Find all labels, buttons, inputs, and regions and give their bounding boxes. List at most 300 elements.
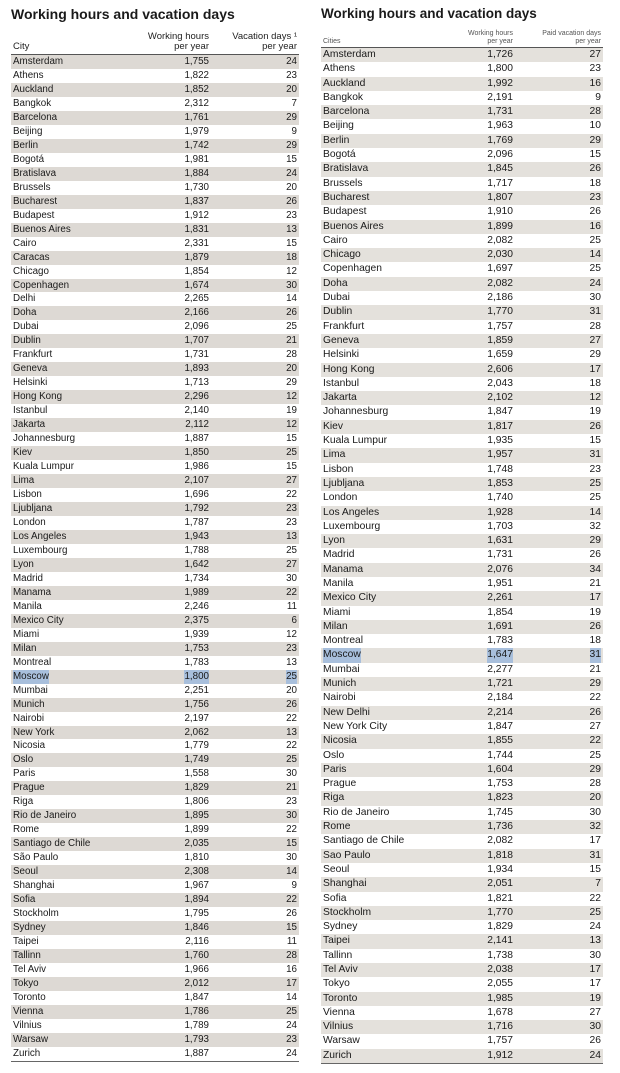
hours-cell: 1,792 bbox=[184, 503, 209, 514]
hours-cell: 1,721 bbox=[487, 678, 513, 690]
vacation-cell: 25 bbox=[286, 321, 297, 333]
hours-cell: 1,899 bbox=[184, 824, 209, 836]
city-cell: Shanghai bbox=[323, 878, 367, 890]
table-row bbox=[11, 390, 299, 404]
city-cell: Istanbul bbox=[13, 405, 48, 417]
table-row bbox=[321, 949, 603, 963]
city-cell: Kuala Lumpur bbox=[323, 435, 388, 447]
vacation-cell: 15 bbox=[286, 237, 297, 249]
city-cell: Mumbai bbox=[323, 663, 360, 675]
hours-cell: 2,312 bbox=[184, 97, 209, 109]
table-row bbox=[321, 220, 603, 234]
vacation-cell: 15 bbox=[286, 433, 297, 445]
city-cell: Tel Aviv bbox=[13, 963, 47, 975]
hours-cell: 1,992 bbox=[487, 77, 513, 89]
city-cell: Nairobi bbox=[13, 712, 45, 724]
hours-cell: 1,934 bbox=[487, 863, 513, 875]
vacation-cell: 30 bbox=[286, 810, 297, 822]
hours-cell: 2,055 bbox=[487, 978, 513, 990]
table-row bbox=[321, 448, 603, 462]
city-cell: Buenos Aires bbox=[323, 220, 384, 232]
table-row bbox=[321, 734, 603, 748]
vacation-cell: 21 bbox=[286, 782, 297, 794]
city-cell: New Delhi bbox=[323, 706, 370, 718]
table-row bbox=[11, 209, 299, 223]
hours-cell: 2,096 bbox=[184, 321, 209, 333]
hours-cell: 2,140 bbox=[184, 405, 209, 417]
hours-cell: 2,246 bbox=[184, 600, 209, 612]
vacation-cell: 29 bbox=[589, 763, 601, 775]
city-cell: Kuala Lumpur bbox=[13, 461, 74, 473]
hours-cell: 1,753 bbox=[184, 642, 209, 654]
city-cell: New York City bbox=[323, 720, 388, 732]
hours-cell: 1,837 bbox=[184, 195, 209, 207]
table-row bbox=[321, 892, 603, 906]
table-row bbox=[11, 921, 299, 935]
city-cell: Los Angeles bbox=[13, 530, 67, 542]
hours-cell: 1,731 bbox=[487, 549, 513, 561]
hours-cell: 1,963 bbox=[487, 120, 513, 132]
vacation-cell: 18 bbox=[286, 251, 297, 263]
hours-cell: 1,779 bbox=[184, 740, 209, 752]
vacation-cell: 26 bbox=[286, 307, 297, 319]
city-cell: Manama bbox=[323, 563, 364, 575]
hours-cell: 1,854 bbox=[184, 265, 209, 277]
city-cell: Manila bbox=[323, 577, 354, 589]
vacation-cell: 15 bbox=[286, 153, 297, 165]
city-column-header: City bbox=[13, 41, 30, 52]
city-cell: Vienna bbox=[13, 1005, 44, 1017]
hours-cell: 1,707 bbox=[184, 335, 209, 347]
table-row bbox=[11, 111, 299, 125]
vacation-cell: 31 bbox=[589, 306, 601, 318]
vacation-cell: 18 bbox=[589, 177, 601, 189]
vacation-cell: 16 bbox=[286, 963, 297, 975]
city-cell: Bangkok bbox=[323, 91, 364, 103]
vacation-cell: 20 bbox=[286, 684, 297, 696]
city-cell: Brussels bbox=[13, 181, 51, 193]
hours-cell: 1,847 bbox=[487, 406, 513, 418]
table-row bbox=[11, 139, 299, 153]
table-row bbox=[321, 291, 603, 305]
vacation-cell: 17 bbox=[286, 977, 297, 989]
hours-cell: 1,912 bbox=[487, 1049, 513, 1061]
hours-cell: 1,558 bbox=[184, 768, 209, 780]
hours-cell: 1,894 bbox=[184, 894, 209, 906]
hours-cell: 1,967 bbox=[184, 880, 209, 892]
vacation-cell: 12 bbox=[286, 265, 297, 277]
hours-cell: 1,829 bbox=[487, 921, 513, 933]
vacation-cell: 20 bbox=[286, 83, 297, 95]
vacation-cell: 21 bbox=[286, 335, 297, 347]
hours-cell: 1,786 bbox=[184, 1005, 209, 1017]
hours-cell: 1,822 bbox=[184, 69, 209, 81]
table-row bbox=[11, 418, 299, 432]
hours-cell: 1,823 bbox=[487, 792, 513, 804]
table-row bbox=[321, 791, 603, 805]
city-cell: Santiago de Chile bbox=[323, 835, 405, 847]
hours-cell: 1,943 bbox=[184, 530, 209, 542]
city-cell: Auckland bbox=[323, 77, 366, 89]
city-cell: Miami bbox=[323, 606, 351, 618]
vacation-cell: 25 bbox=[589, 492, 601, 504]
vacation-cell: 26 bbox=[589, 620, 601, 632]
vacation-cell: 25 bbox=[286, 754, 297, 766]
hours-cell: 2,076 bbox=[487, 563, 513, 575]
vacation-cell: 32 bbox=[589, 821, 601, 833]
vacation-column-header: Paid vacation days per year bbox=[542, 30, 601, 45]
table-row bbox=[11, 153, 299, 167]
hours-cell: 1,730 bbox=[184, 181, 209, 193]
vacation-cell: 25 bbox=[589, 263, 601, 275]
table-row bbox=[11, 865, 299, 879]
table-row bbox=[11, 1047, 299, 1062]
vacation-cell: 13 bbox=[589, 935, 601, 947]
vacation-cell: 26 bbox=[286, 908, 297, 920]
hours-cell: 2,141 bbox=[487, 935, 513, 947]
table-row bbox=[11, 753, 299, 767]
city-cell: Riga bbox=[13, 796, 34, 808]
hours-cell: 1,703 bbox=[487, 520, 513, 532]
hours-cell: 1,760 bbox=[184, 950, 209, 961]
city-cell: Nicosia bbox=[13, 740, 46, 752]
table-row bbox=[11, 306, 299, 320]
table-row bbox=[11, 572, 299, 586]
table-row bbox=[11, 851, 299, 865]
vacation-cell: 24 bbox=[286, 1047, 297, 1059]
table-row bbox=[321, 577, 603, 591]
vacation-cell: 13 bbox=[286, 656, 297, 668]
city-cell: Oslo bbox=[13, 754, 34, 766]
vacation-cell: 19 bbox=[589, 606, 601, 618]
table-row bbox=[321, 763, 603, 777]
hours-cell: 1,817 bbox=[487, 420, 513, 432]
vacation-cell: 28 bbox=[589, 106, 601, 118]
city-cell: Manama bbox=[13, 586, 52, 598]
hours-cell: 1,696 bbox=[184, 489, 209, 501]
city-cell: Sao Paulo bbox=[323, 849, 371, 861]
city-cell: Bucharest bbox=[13, 195, 58, 207]
table-row bbox=[11, 837, 299, 851]
city-cell: Bogotá bbox=[13, 153, 45, 165]
city-cell: São Paulo bbox=[13, 852, 59, 864]
table-row bbox=[11, 586, 299, 600]
city-cell: Frankfurt bbox=[323, 320, 365, 332]
table-row bbox=[321, 977, 603, 991]
vacation-cell: 25 bbox=[589, 234, 601, 246]
table-row bbox=[11, 1033, 299, 1047]
city-cell: Copenhagen bbox=[13, 279, 70, 291]
hours-cell: 1,855 bbox=[487, 735, 513, 747]
vacation-cell: 18 bbox=[589, 377, 601, 389]
table-row bbox=[11, 1005, 299, 1019]
hours-column-header: Working hours per year bbox=[467, 30, 513, 45]
table-row bbox=[11, 446, 299, 460]
hours-cell: 1,717 bbox=[487, 177, 513, 189]
table-row bbox=[321, 906, 603, 920]
hours-cell: 1,678 bbox=[487, 1006, 513, 1018]
vacation-cell: 22 bbox=[286, 824, 297, 836]
vacation-cell: 23 bbox=[286, 642, 297, 654]
city-cell: Bangkok bbox=[13, 97, 52, 109]
vacation-cell: 27 bbox=[286, 475, 297, 487]
table-row bbox=[11, 977, 299, 991]
table-row bbox=[321, 720, 603, 734]
city-cell: Seoul bbox=[13, 866, 39, 878]
table-row bbox=[321, 320, 603, 334]
city-cell: Frankfurt bbox=[13, 349, 53, 361]
hours-cell: 1,800 bbox=[487, 63, 513, 75]
table-row bbox=[11, 809, 299, 823]
hours-cell: 1,713 bbox=[184, 377, 209, 389]
table-row bbox=[321, 520, 603, 534]
city-cell: Barcelona bbox=[13, 111, 58, 123]
city-cell: Doha bbox=[323, 277, 348, 289]
hours-cell: 1,757 bbox=[487, 1035, 513, 1047]
city-cell: Mumbai bbox=[13, 684, 48, 696]
hours-cell: 1,787 bbox=[184, 516, 209, 528]
vacation-cell: 25 bbox=[286, 670, 297, 682]
city-cell: Kiev bbox=[323, 420, 344, 432]
vacation-cell: 14 bbox=[286, 866, 297, 878]
hours-cell: 1,899 bbox=[487, 220, 513, 232]
vacation-cell: 25 bbox=[589, 477, 601, 489]
vacation-cell: 13 bbox=[286, 726, 297, 738]
hours-cell: 1,810 bbox=[184, 852, 209, 864]
vacation-cell: 30 bbox=[286, 572, 297, 584]
vacation-cell: 24 bbox=[286, 1019, 297, 1031]
vacation-cell: 17 bbox=[589, 363, 601, 375]
vacation-cell: 28 bbox=[286, 349, 297, 361]
table-2012 bbox=[11, 6, 299, 1062]
vacation-cell: 12 bbox=[286, 391, 297, 403]
hours-cell: 1,852 bbox=[184, 83, 209, 95]
vacation-cell: 17 bbox=[589, 964, 601, 975]
vacation-cell: 21 bbox=[589, 577, 601, 589]
table-row bbox=[11, 502, 299, 516]
city-cell: Nairobi bbox=[323, 692, 356, 704]
hours-cell: 1,800 bbox=[184, 670, 209, 682]
city-cell: Warsaw bbox=[13, 1033, 49, 1045]
city-cell: Lima bbox=[13, 475, 35, 487]
hours-cell: 1,793 bbox=[184, 1033, 209, 1045]
hours-cell: 2,082 bbox=[487, 277, 513, 289]
city-cell: Lyon bbox=[323, 535, 345, 547]
city-cell: Sofia bbox=[323, 892, 347, 904]
vacation-cell: 12 bbox=[286, 628, 297, 640]
hours-cell: 1,788 bbox=[184, 544, 209, 556]
table-row bbox=[321, 1020, 603, 1034]
hours-cell: 1,986 bbox=[184, 461, 209, 473]
vacation-cell: 13 bbox=[286, 223, 297, 235]
city-cell: London bbox=[323, 492, 358, 504]
vacation-cell: 32 bbox=[589, 520, 601, 532]
city-cell: Amsterdam bbox=[323, 49, 376, 60]
vacation-cell: 26 bbox=[589, 549, 601, 561]
vacation-cell: 15 bbox=[589, 863, 601, 875]
table-row bbox=[11, 97, 299, 111]
table-row bbox=[11, 656, 299, 670]
hours-cell: 1,738 bbox=[487, 949, 513, 961]
table-row bbox=[321, 77, 603, 91]
table-row bbox=[321, 591, 603, 605]
table-row bbox=[321, 363, 603, 377]
vacation-cell: 24 bbox=[589, 1049, 601, 1061]
city-cell: Luxembourg bbox=[323, 520, 381, 532]
table-row bbox=[11, 348, 299, 362]
table-row bbox=[321, 491, 603, 505]
table-row bbox=[321, 420, 603, 434]
city-cell: Tokyo bbox=[323, 978, 350, 990]
table-row bbox=[321, 348, 603, 362]
hours-cell: 1,659 bbox=[487, 349, 513, 361]
table-row bbox=[11, 181, 299, 195]
city-cell: Moscow bbox=[13, 670, 49, 682]
table-row bbox=[11, 712, 299, 726]
table-row bbox=[11, 265, 299, 279]
table-row bbox=[11, 362, 299, 376]
hours-cell: 1,887 bbox=[184, 1047, 209, 1059]
table-row bbox=[321, 377, 603, 391]
city-cell: Johannesburg bbox=[323, 406, 389, 418]
table-row bbox=[321, 849, 603, 863]
hours-cell: 1,789 bbox=[184, 1019, 209, 1031]
table-row bbox=[11, 69, 299, 83]
hours-cell: 1,770 bbox=[487, 306, 513, 318]
table-row bbox=[11, 879, 299, 893]
vacation-cell: 16 bbox=[589, 77, 601, 89]
hours-cell: 2,197 bbox=[184, 712, 209, 724]
vacation-cell: 9 bbox=[291, 125, 297, 137]
hours-cell: 1,845 bbox=[487, 163, 513, 175]
table-row bbox=[321, 634, 603, 648]
city-cell: Cairo bbox=[13, 237, 37, 249]
hours-cell: 1,770 bbox=[487, 906, 513, 918]
city-cell: Cairo bbox=[323, 234, 348, 246]
vacation-cell: 19 bbox=[589, 992, 601, 1004]
table-row bbox=[321, 749, 603, 763]
vacation-cell: 23 bbox=[589, 463, 601, 475]
table-row bbox=[11, 628, 299, 642]
hours-cell: 1,731 bbox=[487, 106, 513, 118]
city-cell: Lima bbox=[323, 449, 346, 461]
vacation-cell: 22 bbox=[286, 740, 297, 752]
hours-cell: 2,107 bbox=[184, 475, 209, 487]
city-cell: Sofia bbox=[13, 894, 36, 906]
table-row bbox=[321, 262, 603, 276]
table-body bbox=[321, 48, 603, 1064]
city-cell: Bucharest bbox=[323, 191, 370, 203]
hours-cell: 1,818 bbox=[487, 849, 513, 861]
vacation-cell: 9 bbox=[291, 880, 297, 892]
table-row bbox=[11, 223, 299, 237]
city-cell: Shanghai bbox=[13, 880, 55, 892]
vacation-cell: 31 bbox=[590, 648, 601, 662]
vacation-cell: 24 bbox=[286, 56, 297, 67]
hours-cell: 2,051 bbox=[487, 878, 513, 890]
city-cell: Riga bbox=[323, 792, 345, 804]
table-row bbox=[11, 949, 299, 963]
hours-cell: 1,989 bbox=[184, 586, 209, 598]
hours-cell: 1,736 bbox=[487, 821, 513, 833]
city-cell: Helsinki bbox=[323, 349, 360, 361]
city-cell: Rio de Janeiro bbox=[323, 806, 390, 818]
table-row bbox=[321, 1034, 603, 1048]
city-cell: Tallinn bbox=[13, 950, 41, 961]
table-row bbox=[11, 195, 299, 209]
city-cell: Los Angeles bbox=[323, 506, 380, 518]
vacation-column-header: Vacation days ¹ per year bbox=[232, 31, 297, 52]
table-row bbox=[321, 162, 603, 176]
table-row bbox=[321, 334, 603, 348]
city-cell: Istanbul bbox=[323, 377, 360, 389]
hours-cell: 1,847 bbox=[184, 991, 209, 1003]
vacation-cell: 23 bbox=[286, 503, 297, 514]
vacation-cell: 17 bbox=[589, 978, 601, 990]
city-cell: Buenos Aires bbox=[13, 223, 71, 235]
hours-cell: 2,261 bbox=[487, 592, 513, 604]
city-cell: Rome bbox=[13, 824, 40, 836]
city-cell: Doha bbox=[13, 307, 37, 319]
vacation-cell: 30 bbox=[286, 768, 297, 780]
city-cell: Copenhagen bbox=[323, 263, 382, 275]
table-row bbox=[321, 105, 603, 119]
table-row bbox=[11, 991, 299, 1005]
city-cell: Hong Kong bbox=[323, 363, 375, 375]
table-row bbox=[321, 934, 603, 948]
hours-cell: 2,375 bbox=[184, 614, 209, 626]
table-row bbox=[321, 548, 603, 562]
hours-cell: 2,166 bbox=[184, 307, 209, 319]
hours-cell: 1,795 bbox=[184, 908, 209, 920]
city-cell: Rio de Janeiro bbox=[13, 810, 77, 822]
hours-cell: 1,910 bbox=[487, 206, 513, 218]
vacation-cell: 22 bbox=[589, 735, 601, 747]
vacation-cell: 14 bbox=[286, 991, 297, 1003]
table-row bbox=[11, 55, 299, 69]
table-row bbox=[321, 391, 603, 405]
table-title: Working hours and vacation days bbox=[11, 6, 235, 22]
hours-cell: 2,012 bbox=[184, 977, 209, 989]
table-row bbox=[11, 935, 299, 949]
table-row bbox=[11, 781, 299, 795]
hours-cell: 2,082 bbox=[487, 835, 513, 847]
city-cell: Mexico City bbox=[13, 614, 64, 626]
city-cell: Ljubljana bbox=[13, 503, 53, 514]
city-cell: Chicago bbox=[323, 249, 361, 261]
vacation-cell: 14 bbox=[286, 293, 297, 305]
hours-cell: 1,831 bbox=[184, 223, 209, 235]
city-cell: Caracas bbox=[13, 251, 50, 263]
city-cell: Warsaw bbox=[323, 1035, 360, 1047]
hours-cell: 1,957 bbox=[487, 449, 513, 461]
table-row bbox=[11, 474, 299, 488]
city-cell: Milan bbox=[13, 642, 37, 654]
vacation-cell: 23 bbox=[286, 69, 297, 81]
table-row bbox=[11, 530, 299, 544]
hours-cell: 2,214 bbox=[487, 706, 513, 718]
hours-cell: 1,697 bbox=[487, 263, 513, 275]
hours-cell: 1,647 bbox=[487, 648, 513, 662]
vacation-cell: 28 bbox=[589, 778, 601, 790]
table-row bbox=[321, 305, 603, 319]
hours-cell: 2,606 bbox=[487, 363, 513, 375]
city-cell: Prague bbox=[323, 778, 357, 790]
table-row bbox=[321, 134, 603, 148]
vacation-cell: 30 bbox=[286, 279, 297, 291]
hours-cell: 2,112 bbox=[185, 419, 209, 431]
vacation-cell: 30 bbox=[286, 852, 297, 864]
